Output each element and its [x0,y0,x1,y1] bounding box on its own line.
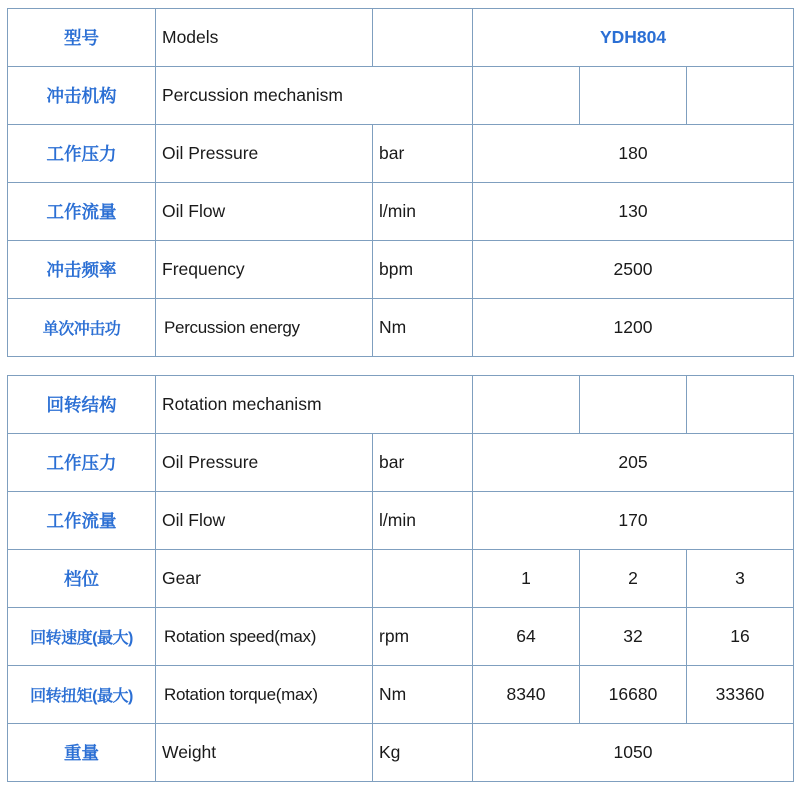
spacer-cell [580,357,687,376]
row-value-gear-1: 8340 [473,666,580,724]
row-label-en: Frequency [156,241,373,299]
table-row [8,608,794,666]
table-row-section [8,67,794,125]
row-label-cn: 回转扭矩(最大) [8,666,156,724]
table-row [8,666,794,724]
row-value-gear-2: 2 [580,550,687,608]
spacer-cell [473,357,580,376]
row-label-en: Percussion energy [156,299,373,357]
table-row [8,434,794,492]
section-spacer-1 [473,67,580,125]
row-label-en: Rotation speed(max) [156,608,373,666]
table-row [8,492,794,550]
table-row [8,550,794,608]
row-label-cn: 档位 [8,550,156,608]
row-unit: l/min [373,492,473,550]
section-spacer-2 [580,376,687,434]
row-label-en: Oil Pressure [156,434,373,492]
table-row [8,125,794,183]
row-label-en: Oil Flow [156,492,373,550]
row-value-gear-3: 3 [687,550,794,608]
row-label-cn: 型号 [8,9,156,67]
spacer-cell [156,357,373,376]
table-row [8,724,794,782]
specification-table [7,8,794,782]
row-unit [373,9,473,67]
row-label-cn: 回转速度(最大) [8,608,156,666]
row-value: 170 [473,492,794,550]
section-spacer-3 [687,67,794,125]
row-value-gear-3: 33360 [687,666,794,724]
row-unit: l/min [373,183,473,241]
spacer-cell [373,357,473,376]
row-value-gear-1: 64 [473,608,580,666]
row-label-en: Gear [156,550,373,608]
row-label-cn: 重量 [8,724,156,782]
row-unit: bar [373,125,473,183]
row-label-cn: 单次冲击功 [8,299,156,357]
section-spacer-1 [473,376,580,434]
spec-sheet [0,8,800,808]
row-value: 1200 [473,299,794,357]
model-value: YDH804 [473,9,794,67]
row-value: 180 [473,125,794,183]
row-unit [373,550,473,608]
section-label-cn: 回转结构 [8,376,156,434]
table-row [8,9,794,67]
row-label-cn: 工作压力 [8,125,156,183]
section-spacer-3 [687,376,794,434]
table-row [8,183,794,241]
row-value: 205 [473,434,794,492]
row-label-en: Oil Pressure [156,125,373,183]
row-value: 1050 [473,724,794,782]
row-value-gear-2: 32 [580,608,687,666]
section-label-en: Percussion mechanism [156,67,473,125]
row-label-cn: 冲击频率 [8,241,156,299]
section-label-cn: 冲击机构 [8,67,156,125]
spacer-cell [687,357,794,376]
row-label-en: Rotation torque(max) [156,666,373,724]
row-unit: Nm [373,299,473,357]
table-row [8,241,794,299]
row-value: 2500 [473,241,794,299]
row-label-cn: 工作流量 [8,492,156,550]
row-unit: Kg [373,724,473,782]
row-unit: bar [373,434,473,492]
table-row-section [8,376,794,434]
row-value-gear-1: 1 [473,550,580,608]
table-row [8,299,794,357]
row-label-cn: 工作压力 [8,434,156,492]
row-label-en: Weight [156,724,373,782]
section-label-en: Rotation mechanism [156,376,473,434]
row-value: 130 [473,183,794,241]
row-label-en: Oil Flow [156,183,373,241]
spacer-cell [8,357,156,376]
row-unit: bpm [373,241,473,299]
row-value-gear-2: 16680 [580,666,687,724]
row-unit: rpm [373,608,473,666]
row-label-cn: 工作流量 [8,183,156,241]
section-spacer-2 [580,67,687,125]
row-value-gear-3: 16 [687,608,794,666]
row-label-en: Models [156,9,373,67]
row-unit: Nm [373,666,473,724]
group-spacer [8,357,794,376]
